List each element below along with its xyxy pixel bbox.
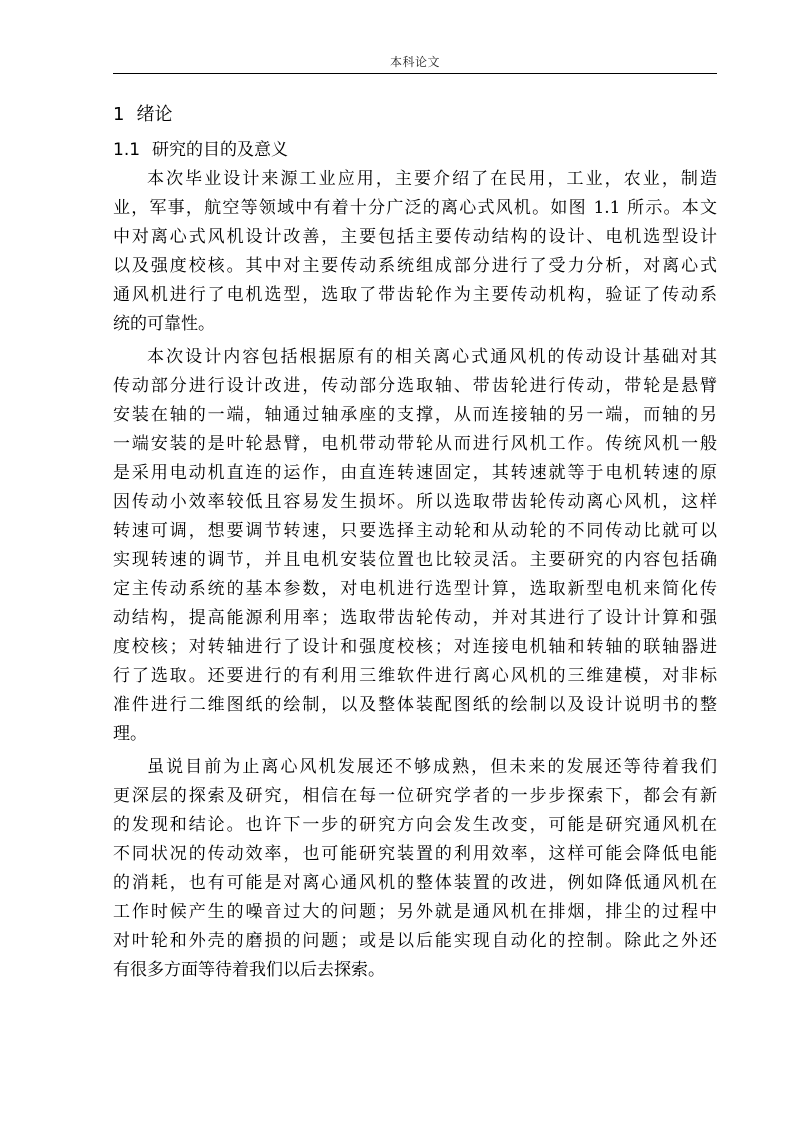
text-line: 传动部分进行设计改进，传动部分选取轴、带齿轮进行传动，带轮是悬臂 <box>113 376 717 396</box>
text-line: 的消耗，也有可能是对离心通风机的整体装置的改进，例如降低通风机在 <box>113 873 717 893</box>
text-line: 一端安装的是叶轮悬臂，电机带动带轮从而进行风机工作。传统风机一般 <box>113 434 717 454</box>
chapter-number: 1 <box>113 104 125 125</box>
text-line: 度校核；对转轴进行了设计和强度校核；对连接电机轴和转轴的联轴器进 <box>113 637 717 657</box>
text-line: 是采用电动机直连的运作，由直连转速固定，其转速就等于电机转速的原 <box>113 463 717 483</box>
section-number: 1.1 <box>113 140 141 160</box>
text-line: 安装在轴的一端，轴通过轴承座的支撑，从而连接轴的另一端，而轴的另 <box>113 405 717 425</box>
header-rule <box>113 73 717 74</box>
text-line: 转速可调，想要调节转速，只要选择主动轮和从动轮的不同传动比就可以 <box>113 521 717 541</box>
chapter-heading <box>113 101 717 129</box>
text-line: 动结构，提高能源利用率；选取带齿轮传动，并对其进行了设计计算和强 <box>113 608 717 628</box>
running-header: 本科论文 <box>389 55 440 69</box>
paragraph-2 <box>113 343 717 749</box>
text-line: 行了选取。还要进行的有利用三维软件进行离心风机的三维建模，对非标 <box>113 666 717 686</box>
paragraph-3 <box>113 753 717 985</box>
text-line: 准件进行二维图纸的绘制，以及整体装配图纸的绘制以及设计说明书的整 <box>113 695 717 715</box>
text-line: 更深层的探索及研究，相信在每一位研究学者的一步步探索下，都会有新 <box>113 786 717 806</box>
chapter-title: 绪论 <box>136 104 173 125</box>
text-line: 以及强度校核。其中对主要传动系统组成部分进行了受力分析，对离心式 <box>113 256 717 276</box>
text-line: 因传动小效率较低且容易发生损坏。所以选取带齿轮传动离心风机，这样 <box>113 492 717 512</box>
text-line: 实现转速的调节，并且电机安装位置也比较灵活。主要研究的内容包括确 <box>113 550 717 570</box>
text-line: 虽说目前为止离心风机发展还不够成熟，但未来的发展还等待着我们 <box>147 757 717 777</box>
text-line: 有很多方面等待着我们以后去探索。 <box>113 960 385 980</box>
text-line: 统的可靠性。 <box>113 314 215 334</box>
section-heading <box>113 136 717 164</box>
text-line: 通风机进行了电机选型，选取了带齿轮作为主要传动机构，验证了传动系 <box>113 285 717 305</box>
text-line: 本次毕业设计来源工业应用，主要介绍了在民用，工业，农业，制造 <box>147 169 717 189</box>
text-line: 理。 <box>113 724 147 744</box>
page-body <box>113 101 717 989</box>
text-line: 对叶轮和外壳的磨损的问题；或是以后能实现自动化的控制。除此之外还 <box>113 931 717 951</box>
section-title: 研究的目的及意义 <box>152 140 289 160</box>
text-line: 的发现和结论。也许下一步的研究方向会发生改变，可能是研究通风机在 <box>113 815 717 835</box>
text-line: 本次设计内容包括根据原有的相关离心式通风机的传动设计基础对其 <box>147 347 717 367</box>
text-line: 业，军事，航空等领域中有着十分广泛的离心式风机。如图 1.1 所示。本文 <box>113 198 717 218</box>
text-line: 定主传动系统的基本参数，对电机进行选型计算，选取新型电机来简化传 <box>113 579 717 599</box>
text-line: 中对离心式风机设计改善，主要包括主要传动结构的设计、电机选型设计 <box>113 227 717 247</box>
paragraph-1 <box>113 165 717 339</box>
text-line: 工作时候产生的噪音过大的问题；另外就是通风机在排烟，排尘的过程中 <box>113 902 717 922</box>
text-line: 不同状况的传动效率，也可能研究装置的利用效率，这样可能会降低电能 <box>113 844 717 864</box>
